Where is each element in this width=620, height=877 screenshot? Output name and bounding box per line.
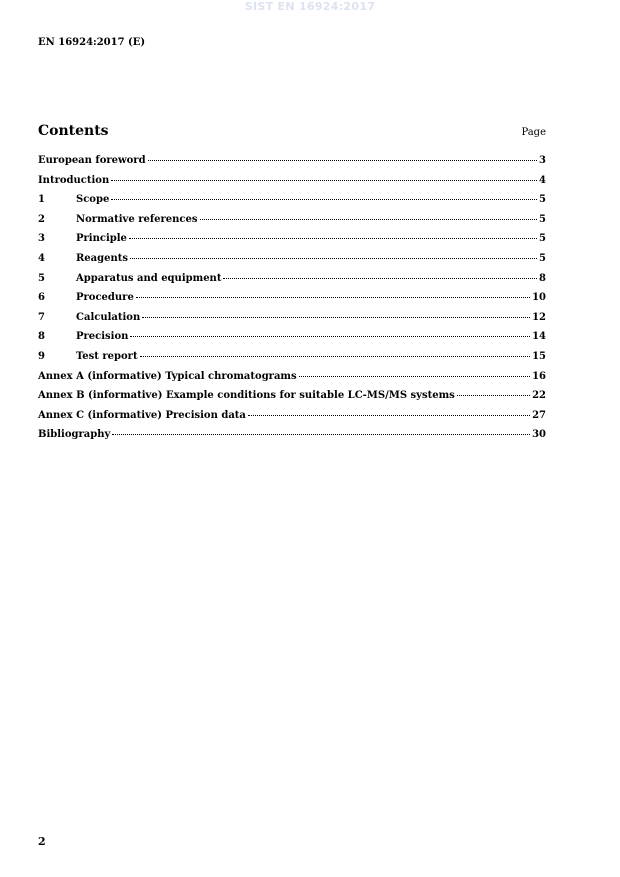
toc-entry-calculation[interactable] <box>38 312 546 332</box>
toc-entry-number: 6 <box>38 292 45 304</box>
toc-entry-title: European foreword <box>38 155 146 166</box>
dot-leader <box>248 415 530 416</box>
toc-entry-page: 12 <box>532 311 546 323</box>
dot-leader <box>223 278 537 279</box>
toc-entry-page: 16 <box>532 370 546 382</box>
toc-entry-page: 5 <box>539 194 546 206</box>
dot-leader <box>111 199 537 200</box>
toc-entry-page: 8 <box>539 272 546 284</box>
toc-entry-page: 15 <box>532 350 546 362</box>
toc-entry-european-foreword[interactable] <box>38 155 546 175</box>
toc-entry-introduction[interactable] <box>38 175 546 195</box>
dot-leader <box>130 336 530 337</box>
toc-entry-title: Annex A (informative) Typical chromatograms <box>38 370 297 382</box>
toc-entry-number: 1 <box>38 194 45 206</box>
toc-entry-title: Annex C (informative) Precision data <box>38 409 246 421</box>
toc-entry-page: 27 <box>532 409 546 421</box>
toc-entry-title: Calculation <box>76 311 141 323</box>
toc-entry-page: 30 <box>532 429 546 441</box>
toc-entry-title: Introduction <box>38 174 110 186</box>
toc-entry-page: 14 <box>532 331 546 343</box>
watermark: SIST EN 16924:2017 <box>244 0 376 13</box>
toc-entry-number: 2 <box>38 213 45 225</box>
toc-entry-procedure[interactable] <box>38 292 546 312</box>
toc-entry-normative-references[interactable] <box>38 214 546 234</box>
toc-entry-principle[interactable] <box>38 233 546 253</box>
toc-entry-reagents[interactable] <box>38 253 546 273</box>
toc-entry-title: Reagents <box>76 252 129 264</box>
toc-entry-annex-c[interactable] <box>38 410 546 430</box>
toc-entry-title: Procedure <box>76 292 134 304</box>
toc-entry-page: 10 <box>532 292 546 304</box>
toc-entry-title: Normative references <box>76 213 198 225</box>
toc-entry-page: 3 <box>539 155 546 166</box>
page-column-label: Page <box>521 127 546 138</box>
dot-leader <box>200 219 538 220</box>
toc-entry-title: Test report <box>76 350 138 362</box>
dot-leader <box>112 434 530 435</box>
dot-leader <box>142 317 530 318</box>
toc-entry-title: Precision <box>76 331 129 343</box>
toc-entry-annex-a[interactable] <box>38 371 546 391</box>
toc-entry-title: Apparatus and equipment <box>76 272 222 284</box>
toc-entry-number: 4 <box>38 252 45 264</box>
toc-entry-page: 5 <box>539 233 546 245</box>
toc-entry-number: 3 <box>38 233 45 245</box>
toc-entry-number: 5 <box>38 272 45 284</box>
toc-entry-bibliography[interactable] <box>38 429 546 449</box>
toc-entry-annex-b[interactable] <box>38 390 546 410</box>
dot-leader <box>130 258 537 259</box>
dot-leader <box>129 238 537 239</box>
dot-leader <box>148 160 537 161</box>
toc-entry-scope[interactable] <box>38 194 546 214</box>
toc-entry-title: Scope <box>76 194 110 206</box>
toc-entry-precision[interactable] <box>38 331 546 351</box>
table-of-contents <box>38 155 546 449</box>
toc-entry-number: 8 <box>38 331 45 343</box>
toc-entry-number: 9 <box>38 350 45 362</box>
dot-leader <box>457 395 530 396</box>
toc-entry-page: 5 <box>539 213 546 225</box>
dot-leader <box>136 297 530 298</box>
dot-leader <box>111 180 537 181</box>
toc-entry-page: 5 <box>539 252 546 264</box>
contents-heading: Contents <box>38 123 109 139</box>
toc-entry-test-report[interactable] <box>38 351 546 371</box>
toc-entry-title: Principle <box>76 233 127 245</box>
toc-entry-page: 22 <box>532 390 546 402</box>
toc-entry-title: Bibliography <box>38 429 111 441</box>
document-id: EN 16924:2017 (E) <box>38 37 146 48</box>
toc-entry-page: 4 <box>539 174 546 186</box>
page-number: 2 <box>38 835 46 848</box>
dot-leader <box>299 376 530 377</box>
toc-entry-number: 7 <box>38 311 45 323</box>
toc-entry-title: Annex B (informative) Example conditions for suitable LC-MS/MS systems <box>38 390 455 402</box>
dot-leader <box>140 356 531 357</box>
toc-entry-apparatus-and-equipment[interactable] <box>38 273 546 293</box>
